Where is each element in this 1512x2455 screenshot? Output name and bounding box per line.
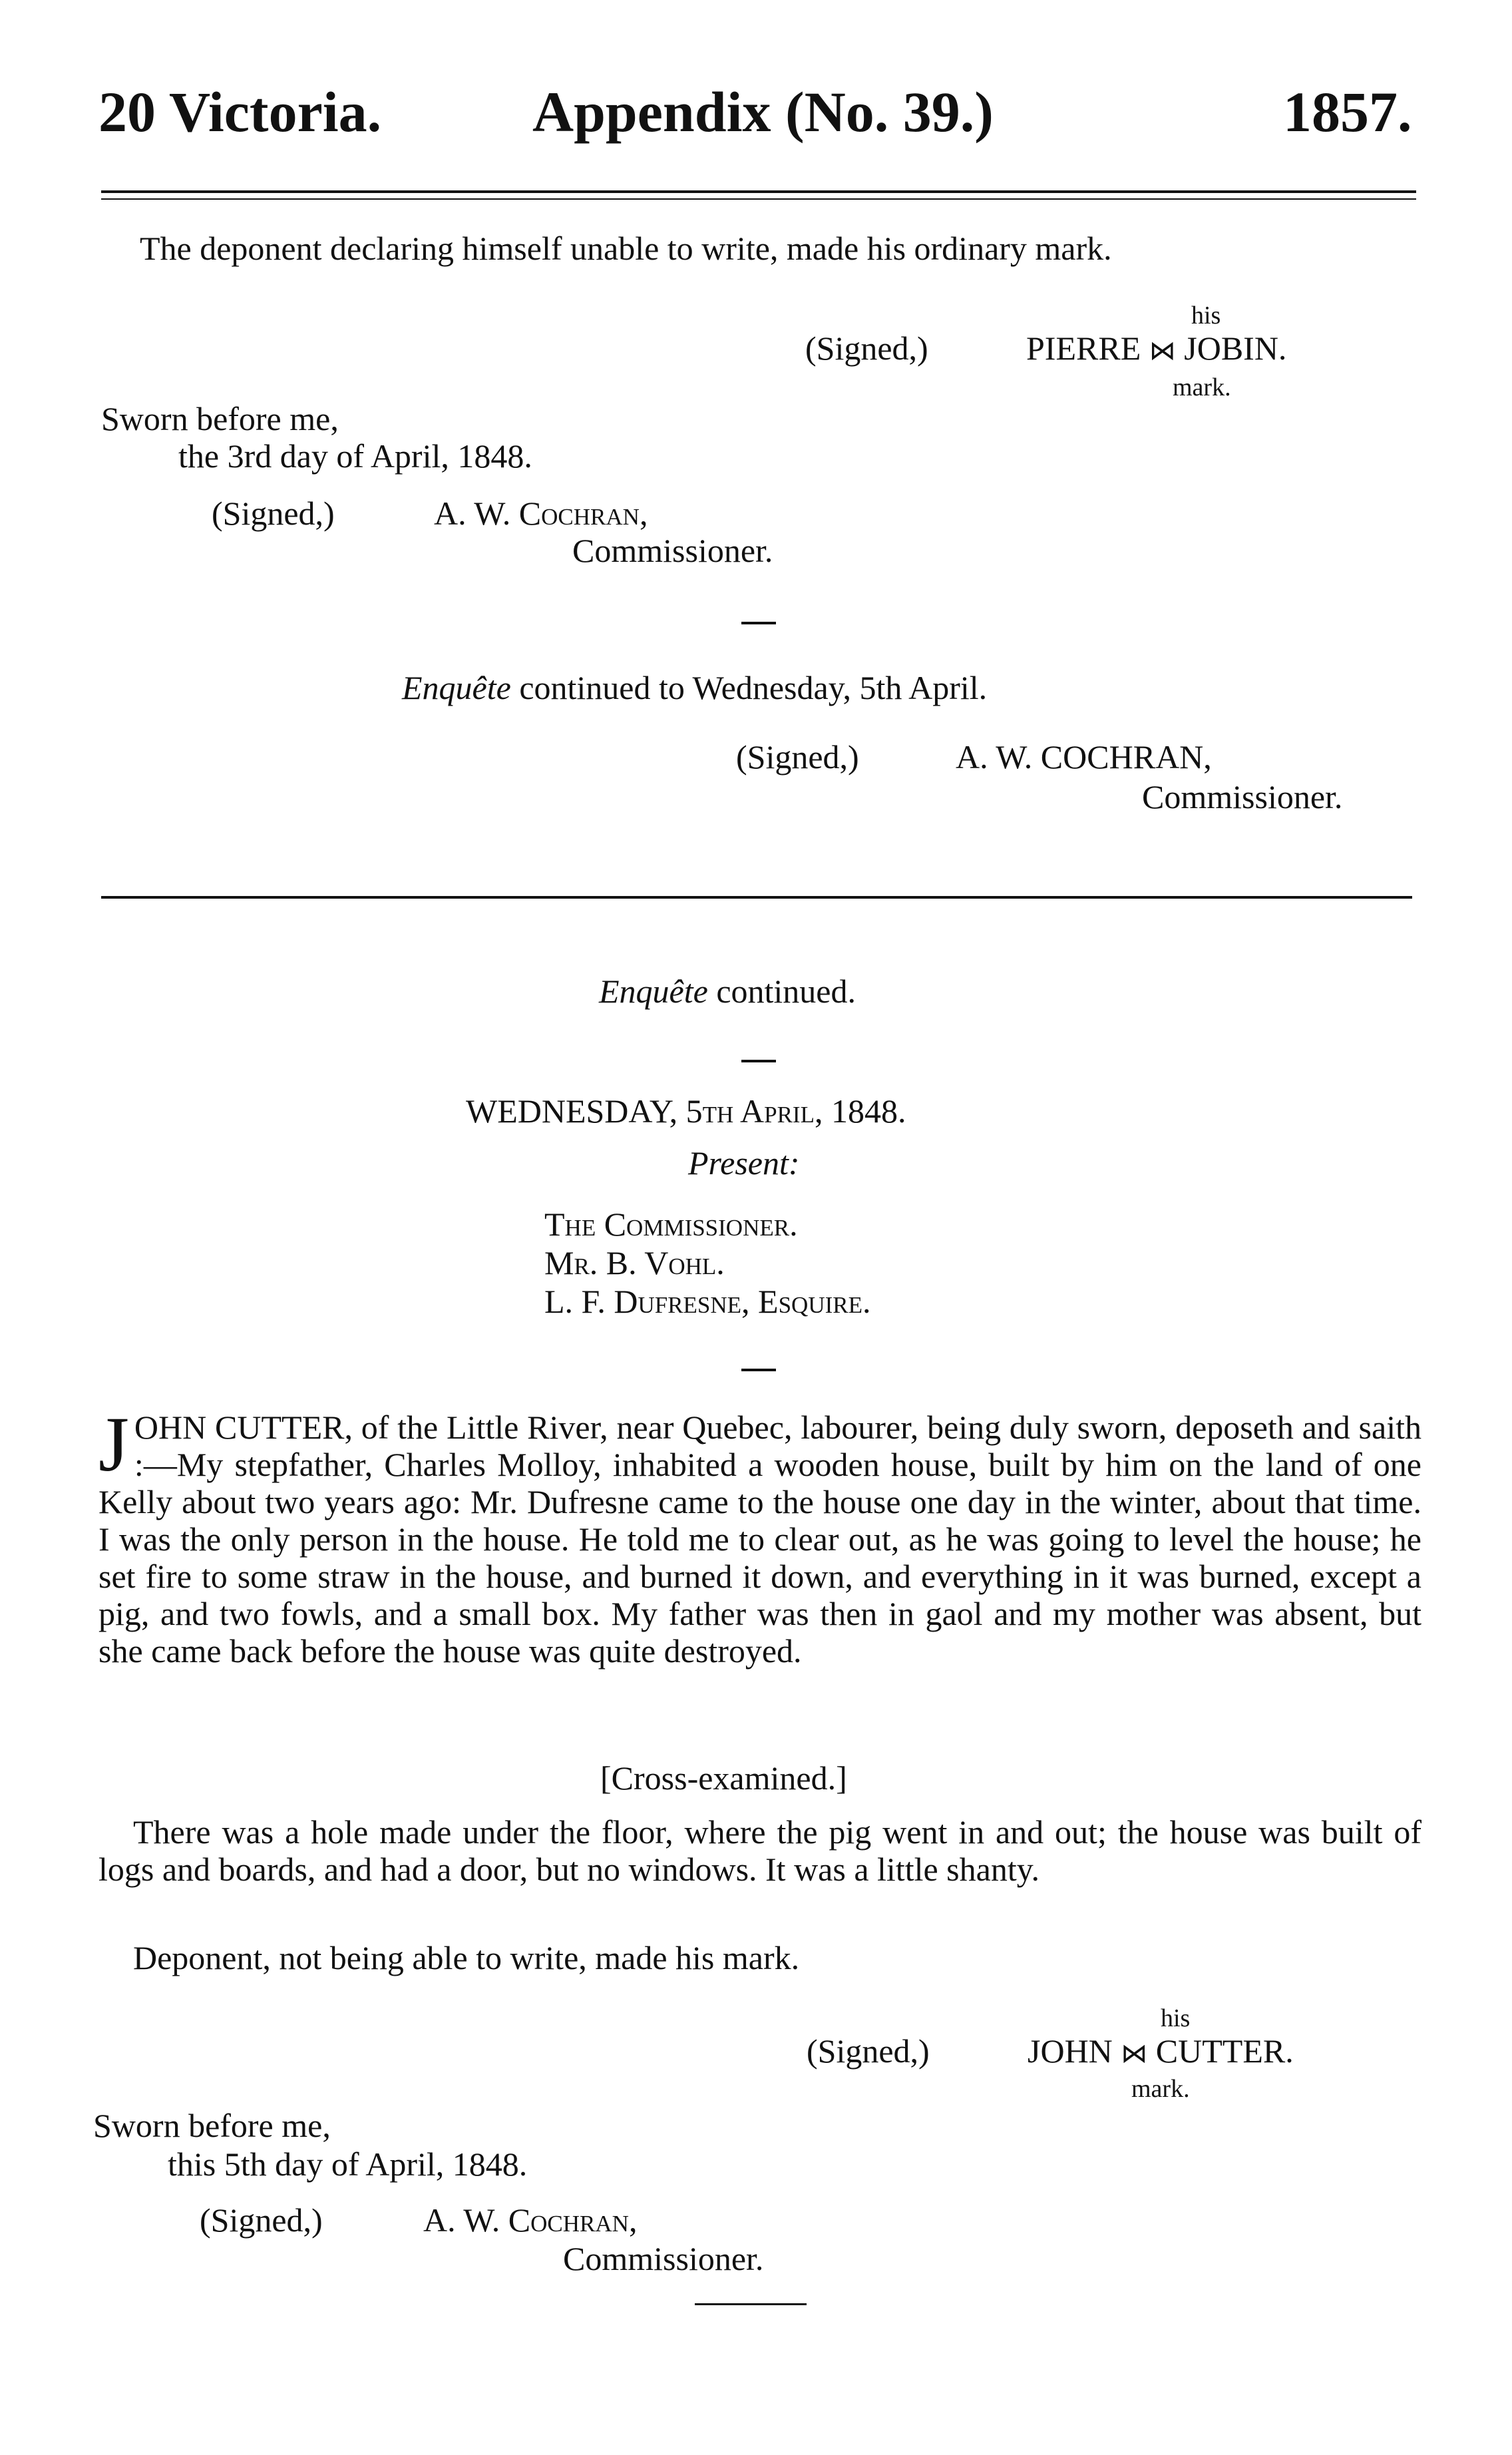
deponent-last-name: JOBIN.	[1184, 330, 1287, 367]
present-heading: Present:	[688, 1144, 800, 1182]
signed-label: (Signed,)	[807, 2032, 930, 2070]
date-month: 5th April,	[685, 1092, 823, 1130]
enquete-word: Enquête	[402, 669, 511, 706]
cross-examined-heading: [Cross-examined.]	[600, 1759, 847, 1797]
deposition-paragraph	[98, 1401, 1421, 1670]
his-label: his	[1161, 2004, 1191, 2032]
commissioner-signed-label: (Signed,)	[200, 2201, 323, 2239]
mark-label: mark.	[1131, 2075, 1190, 2103]
continued-signed-label: (Signed,)	[736, 738, 859, 776]
enquete-word: Enquête	[599, 973, 708, 1010]
sworn-before: Sworn before me,	[101, 400, 339, 437]
deponent-first-name: JOHN	[1028, 2032, 1113, 2070]
section-rule	[101, 896, 1412, 899]
present-item: L. F. Dufresne, Esquire.	[544, 1283, 871, 1320]
continued-commissioner-title: Commissioner.	[1142, 778, 1343, 815]
present-item: Mr. B. Vohl.	[544, 1244, 725, 1281]
deponent-signature	[1028, 2032, 1294, 2070]
continued-commissioner-name: A. W. COCHRAN,	[956, 738, 1212, 776]
date-year: 1848.	[831, 1092, 906, 1130]
mark-icon: ⋈	[1121, 2038, 1148, 2068]
header-session: 20 Victoria.	[98, 80, 382, 144]
closing-rule	[695, 2303, 807, 2305]
deponent-mark-note: Deponent, not being able to write, made his mark.	[133, 1939, 800, 1976]
deposition-text: OHN CUTTER, of the Little River, near Quebec, labourer, being duly sworn, deposeth and saith :—My stepfather, Charles Molloy, inhabited a wooden house, built by him on the land of one Kelly about two years ago: Mr. Dufresne came to the house one day in the winter, about that time. I was the only person in the house. He told me to clear out, as he was going to level the house; he set fire to some straw in the house, and burned it down, and everything in it was burned, except a pig, and two fowls, and a small box. My father was then in gaol and my mother was absent, but she came back before the house was quite destroyed.	[98, 1409, 1421, 1670]
header-year: 1857.	[1283, 80, 1412, 144]
deponent-statement: The deponent declaring himself unable to write, made his ordinary mark.	[140, 230, 1112, 267]
enquete-continued-note	[402, 668, 987, 707]
commissioner-title: Commissioner.	[572, 532, 773, 569]
header-rule-top	[101, 190, 1416, 193]
commissioner-title: Commissioner.	[563, 2240, 764, 2277]
sworn-before: Sworn before me,	[93, 2107, 331, 2144]
commissioner-signed-label: (Signed,)	[212, 495, 335, 532]
enquete-continued-heading	[599, 972, 856, 1010]
commissioner-name: A. W. Cochran,	[434, 495, 648, 532]
date-day: WEDNESDAY,	[466, 1092, 678, 1130]
signed-label: (Signed,)	[805, 330, 928, 367]
drop-cap: J	[98, 1401, 129, 1488]
continued-text: continued to Wednesday, 5th April.	[519, 669, 988, 706]
mark-label: mark.	[1173, 373, 1231, 401]
session-date	[466, 1092, 906, 1130]
commissioner-name: A. W. Cochran,	[423, 2201, 638, 2239]
his-label: his	[1191, 302, 1221, 330]
separator-dash	[741, 1060, 776, 1062]
separator-dash	[741, 622, 776, 624]
sworn-date: the 3rd day of April, 1848.	[178, 437, 532, 475]
mark-icon: ⋈	[1149, 335, 1176, 365]
continued-word: continued.	[716, 973, 856, 1010]
cross-examination-paragraph: There was a hole made under the floor, where the pig went in and out; the house was built of logs and boards, and had a door, but no windows. It was a little shanty.	[98, 1813, 1421, 1888]
deponent-last-name: CUTTER.	[1155, 2032, 1294, 2070]
deponent-first-name: PIERRE	[1026, 330, 1141, 367]
present-item: The Commissioner.	[544, 1206, 798, 1243]
deponent-signature	[1026, 329, 1286, 367]
header-rule-bottom	[101, 198, 1416, 200]
header-appendix: Appendix (No. 39.)	[532, 80, 994, 144]
separator-dash	[741, 1369, 776, 1371]
sworn-date: this 5th day of April, 1848.	[168, 2145, 528, 2183]
